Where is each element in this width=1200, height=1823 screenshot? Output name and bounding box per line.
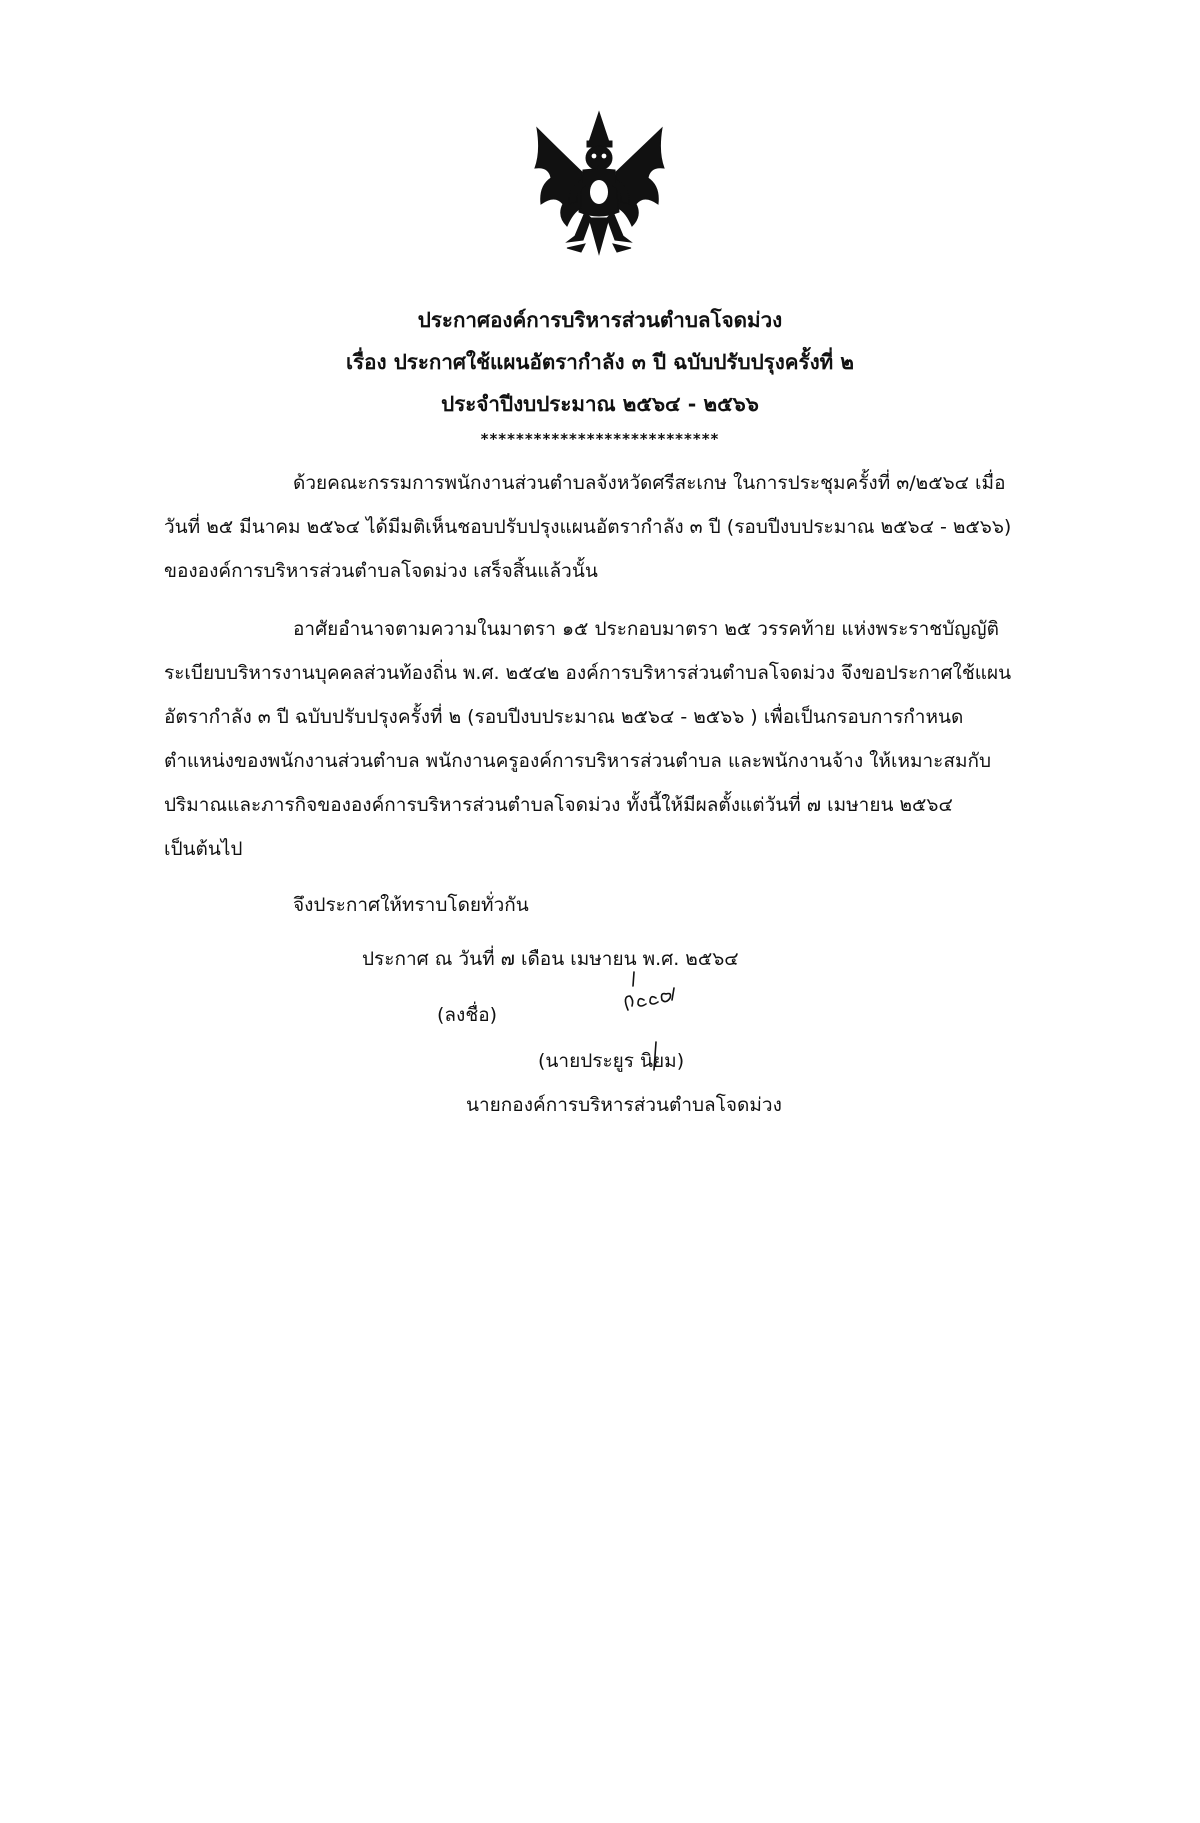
paragraph2-line-1: อาศัยอำนาจตามความในมาตรา ๑๕ ประกอบมาตรา ๒๕ วรรคท้าย แห่งพระราชบัญญัติ: [293, 618, 999, 640]
signatory-name: (นายประยูร นิยม): [538, 1050, 685, 1072]
document-title: ประกาศองค์การบริหารส่วนตำบลโจดม่วง: [417, 308, 783, 332]
paragraph2-line-3: อัตรากำลัง ๓ ปี ฉบับปรับปรุงครั้งที่ ๒ (รอบปีงบประมาณ ๒๕๖๔ - ๒๕๖๖ ) เพื่อเป็นกรอบการกำหนด: [164, 706, 964, 728]
paragraph1-line-1: ด้วยคณะกรรมการพนักงานส่วนตำบลจังหวัดศรีสะเกษ ในการประชุมครั้งที่ ๓/๒๕๖๔ เมื่อ: [293, 472, 1006, 494]
paragraph2-line-6: เป็นต้นไป: [164, 838, 243, 860]
paragraph2-line-5: ปริมาณและภารกิจขององค์การบริหารส่วนตำบลโจดม่วง ทั้งนี้ให้มีผลตั้งแต่วันที่ ๗ เมษายน ๒๕๖๔: [164, 794, 953, 816]
closing-statement: จึงประกาศให้ทราบโดยทั่วกัน: [293, 894, 529, 916]
sign-label: (ลงชื่อ): [437, 1004, 498, 1026]
announcement-date: ประกาศ ณ วันที่ ๗ เดือน เมษายน พ.ศ. ๒๕๖๔: [362, 948, 739, 970]
separator-stars: ***************************: [480, 430, 720, 448]
paragraph2-line-4: ตำแหน่งของพนักงานส่วนตำบล พนักงานครูองค์การบริหารส่วนตำบล และพนักงานจ้าง ให้เหมาะสมกับ: [164, 750, 992, 772]
fiscal-period: ประจำปีงบประมาณ ๒๕๖๔ - ๒๕๖๖: [441, 392, 759, 416]
garuda-emblem-icon: [527, 108, 672, 262]
paragraph2-line-2: ระเบียบบริหารงานบุคคลส่วนท้องถิ่น พ.ศ. ๒๕๔๒ องค์การบริหารส่วนตำบลโจดม่วง จึงขอประกาศใช้แผน: [164, 662, 1012, 684]
paragraph1-line-3: ขององค์การบริหารส่วนตำบลโจดม่วง เสร็จสิ้นแล้วนั้น: [164, 560, 598, 582]
signatory-position: นายกองค์การบริหารส่วนตำบลโจดม่วง: [466, 1094, 782, 1116]
paragraph1-line-2: วันที่ ๒๕ มีนาคม ๒๕๖๔ ได้มีมติเห็นชอบปรับปรุงแผนอัตรากำลัง ๓ ปี (รอบปีงบประมาณ ๒๕๖๔ - ๒๕๖๖): [164, 516, 1012, 538]
document-subject: เรื่อง ประกาศใช้แผนอัตรากำลัง ๓ ปี ฉบับปรับปรุงครั้งที่ ๒: [346, 350, 854, 374]
